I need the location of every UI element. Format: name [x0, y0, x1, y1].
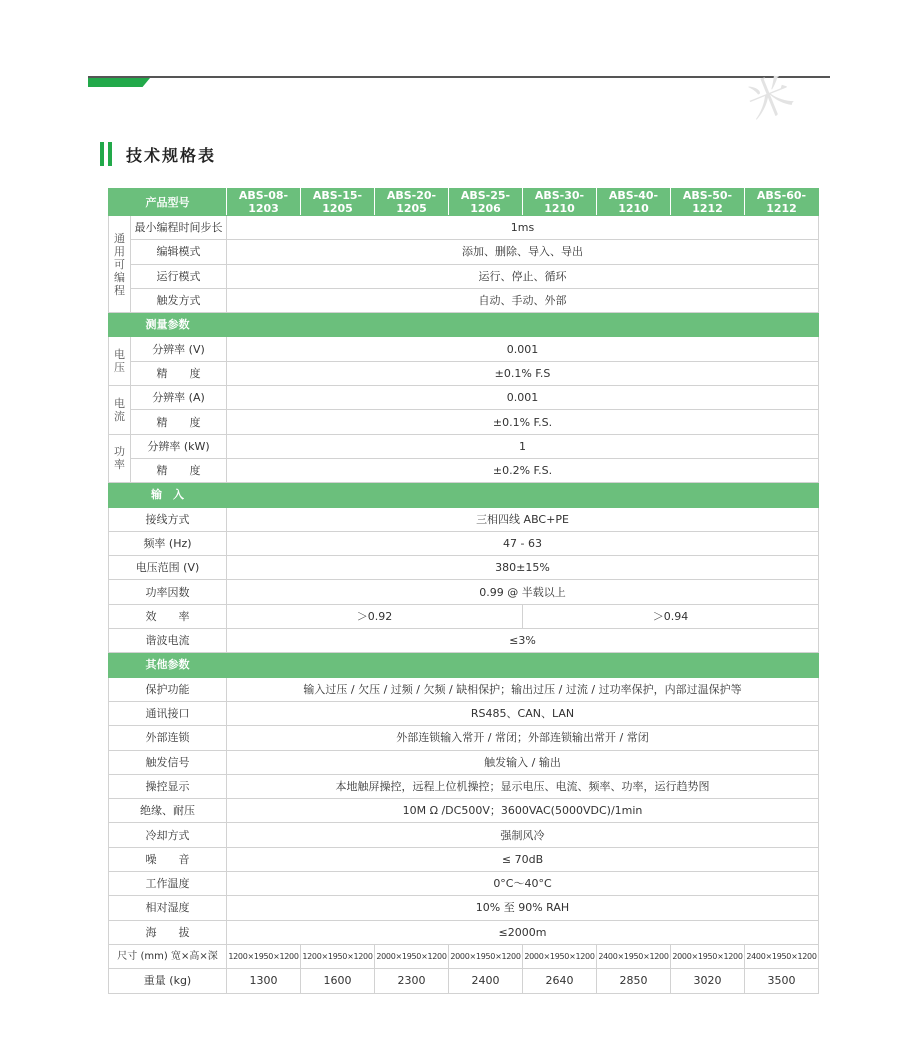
table-row — [109, 823, 819, 847]
table-row — [109, 410, 819, 434]
table-row — [109, 240, 819, 264]
row-value: ＞0.94 — [523, 604, 819, 628]
group-label-power: 功 率 — [109, 434, 131, 483]
row-label: 触发信号 — [109, 750, 227, 774]
table-row — [109, 896, 819, 920]
row-value: 自动、手动、外部 — [227, 288, 819, 312]
row-value: ≤ 70dB — [227, 847, 819, 871]
row-label: 精 度 — [131, 410, 227, 434]
row-value: ≤3% — [227, 629, 819, 653]
spec-table — [108, 188, 819, 994]
row-label: 电压范围 (V) — [109, 556, 227, 580]
weight-cell: 3020 — [671, 969, 745, 993]
row-value: 10M Ω /DC500V；3600VAC(5000VDC)/1min — [227, 799, 819, 823]
weight-cell: 1300 — [227, 969, 301, 993]
row-value: 输入过压 / 欠压 / 过频 / 欠频 / 缺相保护；输出过压 / 过流 / 过功率保护，内部过温保护等 — [227, 677, 819, 701]
model-cell: ABS-08-1203 — [227, 189, 301, 216]
row-value: 1 — [227, 434, 819, 458]
row-label: 冷却方式 — [109, 823, 227, 847]
model-cell: ABS-15-1205 — [301, 189, 375, 216]
section-heading — [100, 141, 216, 167]
size-cell: 1200×1950×1200 — [301, 944, 375, 968]
table-row-weight — [109, 969, 819, 993]
section-header-input — [109, 483, 819, 507]
model-cell: ABS-60-1212 — [745, 189, 819, 216]
row-value: 强制风冷 — [227, 823, 819, 847]
header-accent-tab — [88, 78, 150, 87]
section-header-other — [109, 653, 819, 677]
section-spacer — [227, 313, 819, 337]
table-row — [109, 920, 819, 944]
row-label: 功率因数 — [109, 580, 227, 604]
table-row — [109, 264, 819, 288]
row-value: 0°C～40°C — [227, 872, 819, 896]
size-cell: 2400×1950×1200 — [597, 944, 671, 968]
row-label: 频率 (Hz) — [109, 531, 227, 555]
row-value: 0.99 @ 半载以上 — [227, 580, 819, 604]
row-value: ±0.1% F.S. — [227, 410, 819, 434]
size-cell: 2000×1950×1200 — [449, 944, 523, 968]
row-value: 47 - 63 — [227, 531, 819, 555]
row-label: 触发方式 — [131, 288, 227, 312]
page-title: 技术规格表 — [126, 145, 217, 165]
title-bar-icon — [100, 142, 104, 166]
size-cell: 2000×1950×1200 — [671, 944, 745, 968]
size-cell: 1200×1950×1200 — [227, 944, 301, 968]
size-cell: 2000×1950×1200 — [375, 944, 449, 968]
title-bar-icon — [108, 142, 112, 166]
row-value: 外部连锁输入常开 / 常闭；外部连锁输出常开 / 常闭 — [227, 726, 819, 750]
size-cell: 2000×1950×1200 — [523, 944, 597, 968]
header-rule — [88, 76, 830, 78]
watermark-logo: 米 — [740, 66, 801, 131]
row-value: 10% 至 90% RAH — [227, 896, 819, 920]
model-cell: ABS-25-1206 — [449, 189, 523, 216]
table-row — [109, 361, 819, 385]
model-cell: ABS-20-1205 — [375, 189, 449, 216]
table-row — [109, 434, 819, 458]
weight-cell: 2850 — [597, 969, 671, 993]
row-value: 运行、停止、循环 — [227, 264, 819, 288]
row-value: ±0.2% F.S. — [227, 458, 819, 482]
section-spacer — [227, 653, 819, 677]
row-value: 本地触屏操控，远程上位机操控；显示电压、电流、频率、功率，运行趋势图 — [227, 774, 819, 798]
row-value: 触发输入 / 输出 — [227, 750, 819, 774]
group-label-voltage: 电 压 — [109, 337, 131, 386]
row-value: 0.001 — [227, 386, 819, 410]
row-value: ＞0.92 — [227, 604, 523, 628]
group-label-programmable: 通 用 可 编 程 — [109, 216, 131, 313]
section-title: 输 入 — [109, 483, 227, 507]
table-row — [109, 507, 819, 531]
row-value: ≤2000m — [227, 920, 819, 944]
size-cell: 2400×1950×1200 — [745, 944, 819, 968]
section-title: 其他参数 — [109, 653, 227, 677]
row-value: 0.001 — [227, 337, 819, 361]
table-row — [109, 580, 819, 604]
section-spacer — [227, 483, 819, 507]
row-label: 接线方式 — [109, 507, 227, 531]
table-row — [109, 629, 819, 653]
table-row — [109, 386, 819, 410]
row-value: RS485、CAN、LAN — [227, 701, 819, 725]
table-row — [109, 604, 819, 628]
row-value: 三相四线 ABC+PE — [227, 507, 819, 531]
row-value: 380±15% — [227, 556, 819, 580]
section-header-measure — [109, 313, 819, 337]
table-row — [109, 701, 819, 725]
row-label: 外部连锁 — [109, 726, 227, 750]
row-label: 噪 音 — [109, 847, 227, 871]
table-row — [109, 216, 819, 240]
row-label: 重量 (kg) — [109, 969, 227, 993]
model-cell: ABS-30-1210 — [523, 189, 597, 216]
row-label: 编辑模式 — [131, 240, 227, 264]
model-cell: ABS-40-1210 — [597, 189, 671, 216]
row-label: 运行模式 — [131, 264, 227, 288]
table-row — [109, 337, 819, 361]
row-label: 尺寸 (mm) 宽×高×深 — [109, 944, 227, 968]
table-row — [109, 677, 819, 701]
weight-cell: 2640 — [523, 969, 597, 993]
table-row-size — [109, 944, 819, 968]
weight-cell: 2300 — [375, 969, 449, 993]
group-label-current: 电 流 — [109, 386, 131, 435]
section-title: 测量参数 — [109, 313, 227, 337]
row-value: 1ms — [227, 216, 819, 240]
row-label: 最小编程时间步长 — [131, 216, 227, 240]
table-row — [109, 458, 819, 482]
weight-cell: 3500 — [745, 969, 819, 993]
row-label: 工作温度 — [109, 872, 227, 896]
table-row — [109, 288, 819, 312]
row-label: 操控显示 — [109, 774, 227, 798]
table-row — [109, 750, 819, 774]
row-label: 效 率 — [109, 604, 227, 628]
model-label: 产品型号 — [109, 189, 227, 216]
row-label: 精 度 — [131, 458, 227, 482]
row-value: ±0.1% F.S — [227, 361, 819, 385]
row-label: 分辨率 (A) — [131, 386, 227, 410]
row-value: 添加、删除、导入、导出 — [227, 240, 819, 264]
table-row — [109, 847, 819, 871]
table-row — [109, 799, 819, 823]
table-row — [109, 774, 819, 798]
row-label: 海 拔 — [109, 920, 227, 944]
weight-cell: 2400 — [449, 969, 523, 993]
row-label: 绝缘、耐压 — [109, 799, 227, 823]
row-label: 通讯接口 — [109, 701, 227, 725]
row-label: 分辨率 (V) — [131, 337, 227, 361]
model-header-row — [109, 189, 819, 216]
row-label: 相对湿度 — [109, 896, 227, 920]
table-row — [109, 726, 819, 750]
row-label: 谐波电流 — [109, 629, 227, 653]
model-cell: ABS-50-1212 — [671, 189, 745, 216]
row-label: 分辨率 (kW) — [131, 434, 227, 458]
table-row — [109, 556, 819, 580]
row-label: 精 度 — [131, 361, 227, 385]
table-row — [109, 872, 819, 896]
table-row — [109, 531, 819, 555]
row-label: 保护功能 — [109, 677, 227, 701]
weight-cell: 1600 — [301, 969, 375, 993]
